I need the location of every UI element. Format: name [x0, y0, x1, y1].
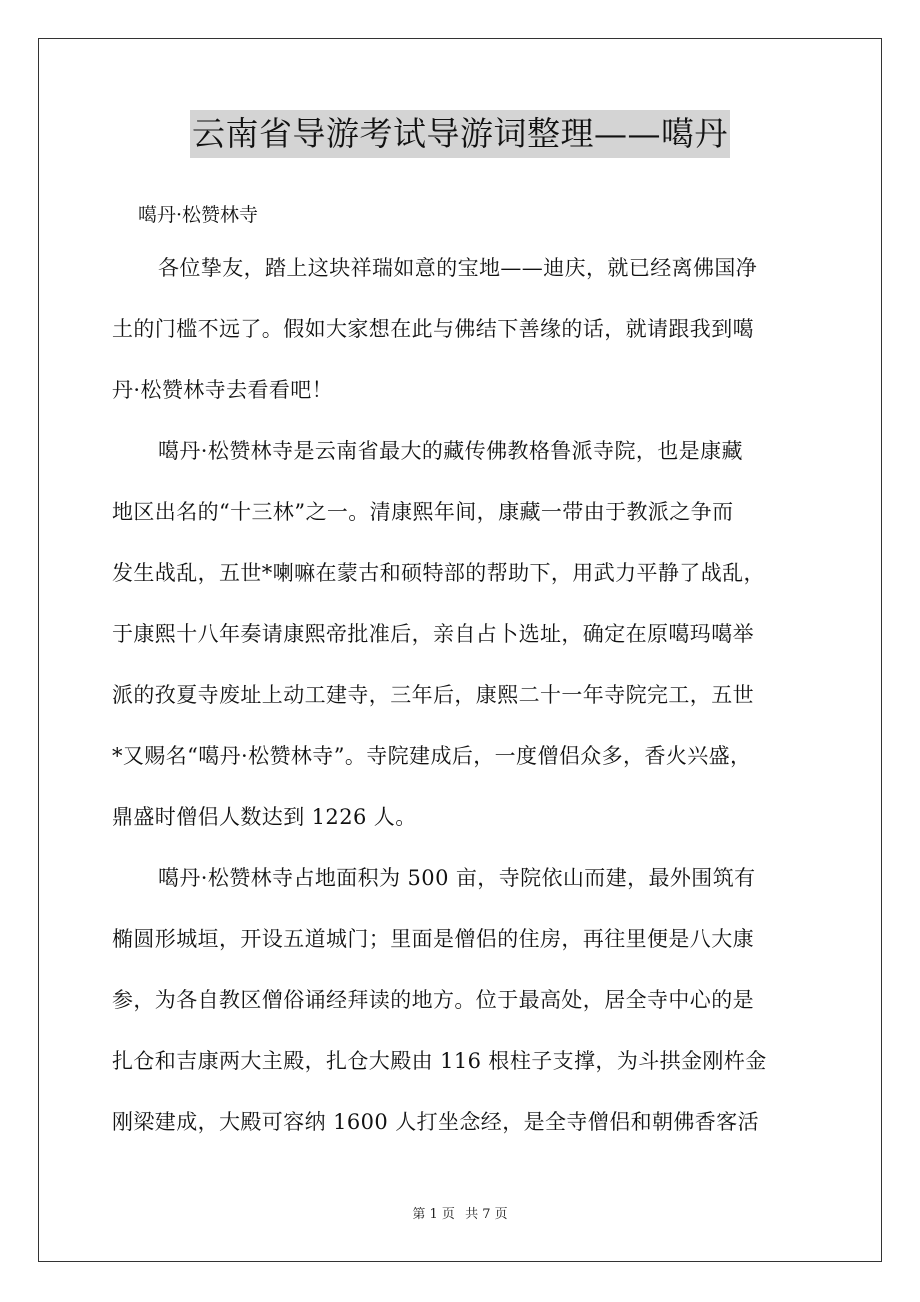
document-body: [112, 238, 812, 1153]
text-line: 椭圆形城垣，开设五道城门；里面是僧侣的住房，再往里便是八大康: [112, 927, 754, 951]
page-number: 第 1 页: [412, 1207, 455, 1222]
text-line: 发生战乱，五世*喇嘛在蒙古和硕特部的帮助下，用武力平静了战乱，: [112, 561, 765, 585]
text-line: 于康熙十八年奏请康熙帝批准后，亲自占卜选址，确定在原噶玛噶举: [112, 622, 754, 646]
text-line: 噶丹·松赞林寺占地面积为 500 亩，寺院依山而建，最外围筑有: [158, 866, 756, 890]
text-line: *又赐名“噶丹·松赞林寺”。寺院建成后，一度僧侣众多，香火兴盛，: [112, 744, 752, 768]
page-footer: [0, 1205, 920, 1225]
paragraph-3: [112, 848, 812, 1153]
document-title: 云南省导游考试导游词整理——噶丹: [190, 110, 730, 158]
text-line: 丹·松赞林寺去看看吧！: [112, 378, 334, 402]
page-total: 共 7 页: [465, 1207, 508, 1222]
text-line: 派的孜夏寺废址上动工建寺，三年后，康熙二十一年寺院完工，五世: [112, 683, 754, 707]
title-container: [0, 110, 920, 158]
paragraph-1: [112, 238, 812, 421]
text-line: 扎仓和吉康两大主殿，扎仓大殿由 116 根柱子支撑，为斗拱金刚杵金: [112, 1049, 767, 1073]
paragraph-2: [112, 421, 812, 848]
text-line: 噶丹·松赞林寺是云南省最大的藏传佛教格鲁派寺院，也是康藏: [158, 439, 743, 463]
text-line: 各位挚友，踏上这块祥瑞如意的宝地——迪庆，就已经离佛国净: [158, 256, 758, 280]
text-line: 地区出名的“十三林”之一。清康熙年间，康藏一带由于教派之争而: [112, 500, 734, 524]
text-line: 鼎盛时僧侣人数达到 1226 人。: [112, 805, 417, 829]
text-line: 土的门槛不远了。假如大家想在此与佛结下善缘的话，就请跟我到噶: [112, 317, 754, 341]
text-line: 参，为各自教区僧俗诵经拜读的地方。位于最高处，居全寺中心的是: [112, 988, 754, 1012]
text-line: 刚梁建成，大殿可容纳 1600 人打坐念经，是全寺僧侣和朝佛香客活: [112, 1110, 759, 1134]
document-subtitle: 噶丹·松赞林寺: [138, 204, 259, 226]
